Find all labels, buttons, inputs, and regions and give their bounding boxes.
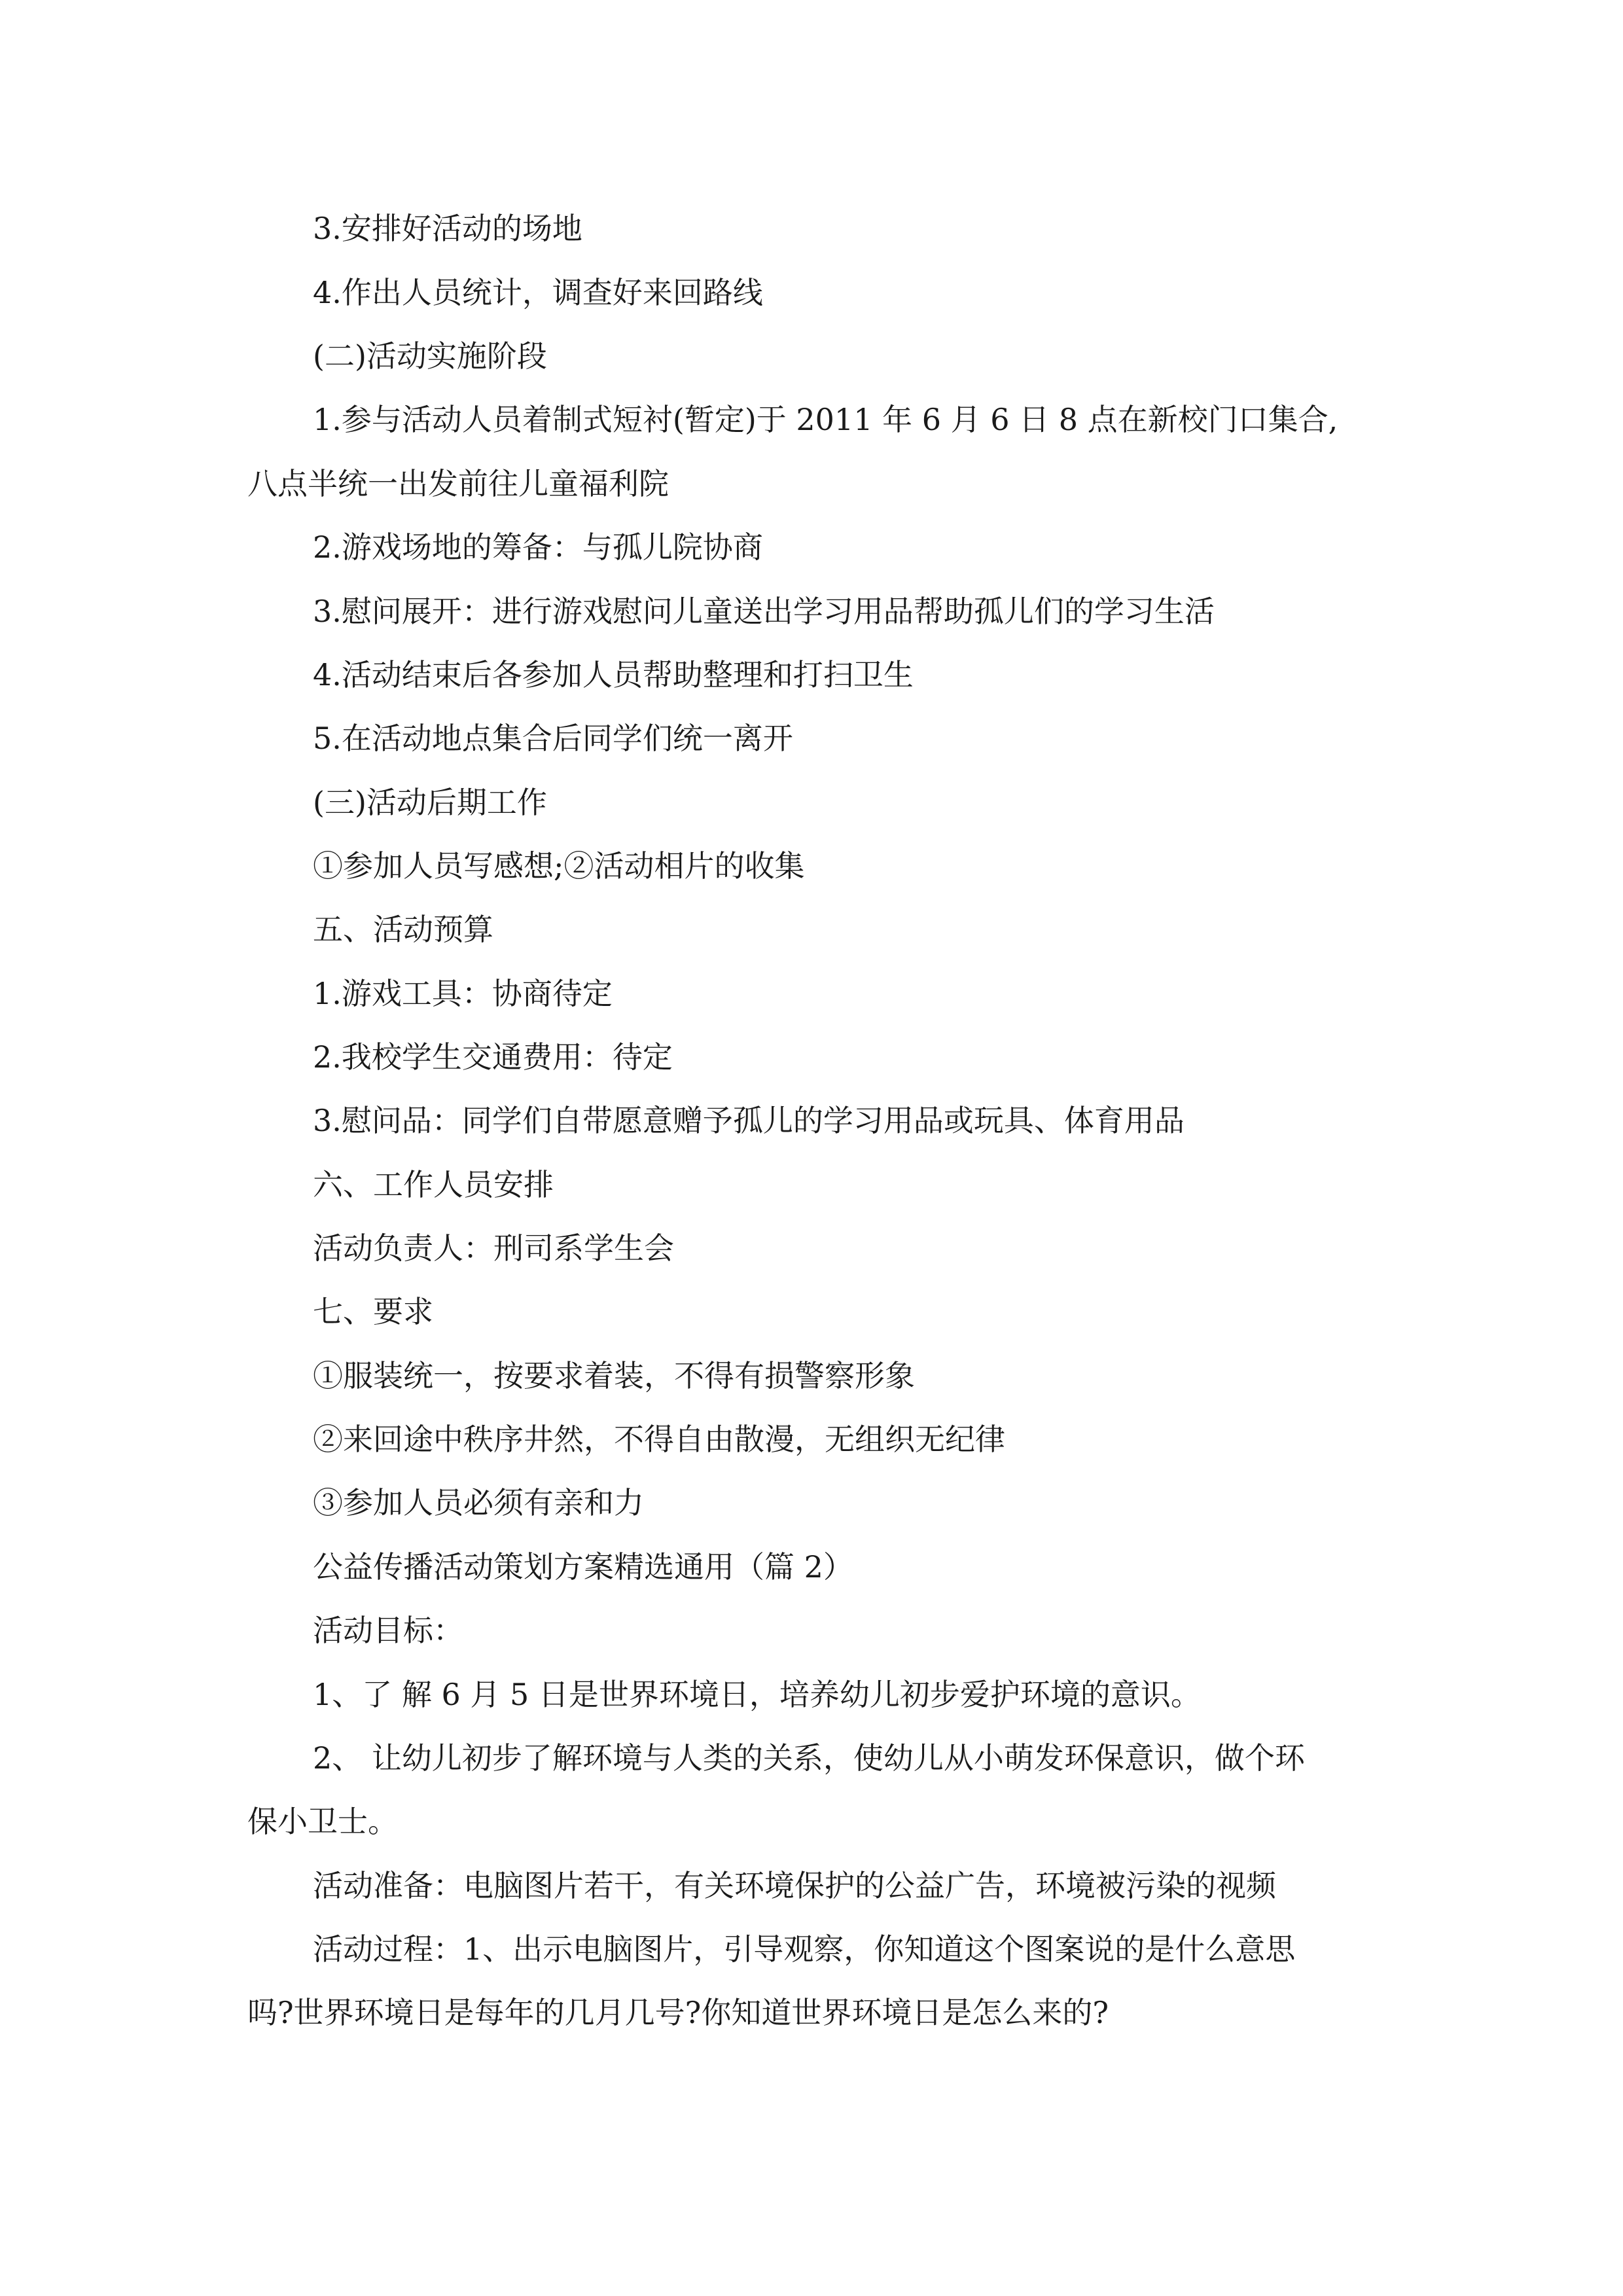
text-line-14: 2.我校学生交通费用：待定 (313, 1039, 673, 1075)
text-line-15: 3.慰问品：同学们自带愿意赠予孤儿的学习用品或玩具、体育用品 (313, 1103, 1185, 1138)
text-line-19: ①服装统一，按要求着装，不得有损警察形象 (313, 1358, 915, 1393)
text-line-26: 保小卫士。 (247, 1804, 398, 1839)
section-heading-staff: 六、工作人员安排 (313, 1167, 554, 1202)
text-line-21: ③参加人员必须有亲和力 (313, 1485, 644, 1520)
text-line-9: 5.在活动地点集合后同学们统一离开 (313, 721, 793, 756)
text-line-24: 1、了 解 6 月 5 日是世界环境日，培养幼儿初步爱护环境的意识。 (313, 1677, 1201, 1712)
article-title-part-2: 公益传播活动策划方案精选通用（篇 2） (313, 1549, 853, 1585)
section-heading-budget: 五、活动预算 (313, 912, 493, 947)
section-heading-requirements: 七、要求 (313, 1294, 433, 1329)
text-line-1: 3.安排好活动的场地 (313, 211, 582, 246)
text-line-11: ①参加人员写感想;②活动相片的收集 (313, 848, 805, 884)
text-line-5: 八点半统一出发前往儿童福利院 (247, 466, 669, 501)
text-line-25: 2、 让幼儿初步了解环境与人类的关系，使幼儿从小萌发环保意识，做个环 (313, 1740, 1305, 1776)
text-line-6: 2.游戏场地的筹备：与孤儿院协商 (313, 529, 763, 565)
section-heading-followup: (三)活动后期工作 (313, 785, 547, 820)
text-line-27: 活动准备：电脑图片若干，有关环境保护的公益广告，环境被污染的视频 (313, 1868, 1276, 1903)
text-line-23: 活动目标： (313, 1613, 463, 1648)
section-heading-implementation: (二)活动实施阶段 (313, 338, 547, 374)
text-line-2: 4.作出人员统计，调查好来回路线 (313, 275, 763, 310)
text-line-17: 活动负责人：刑司系学生会 (313, 1230, 674, 1266)
text-line-8: 4.活动结束后各参加人员帮助整理和打扫卫生 (313, 657, 914, 692)
text-line-28: 活动过程：1、出示电脑图片，引导观察，你知道这个图案说的是什么意思 (313, 1931, 1296, 1967)
text-line-29: 吗?世界环境日是每年的几月几号?你知道世界环境日是怎么来的? (247, 1995, 1109, 2030)
text-line-4: 1.参与活动人员着制式短衬(暂定)于 2011 年 6 月 6 日 8 点在新校门口集合, (313, 402, 1338, 437)
text-line-13: 1.游戏工具：协商待定 (313, 976, 613, 1011)
text-line-20: ②来回途中秩序井然，不得自由散漫，无组织无纪律 (313, 1422, 1005, 1457)
text-line-7: 3.慰问展开：进行游戏慰问儿童送出学习用品帮助孤儿们的学习生活 (313, 594, 1215, 629)
